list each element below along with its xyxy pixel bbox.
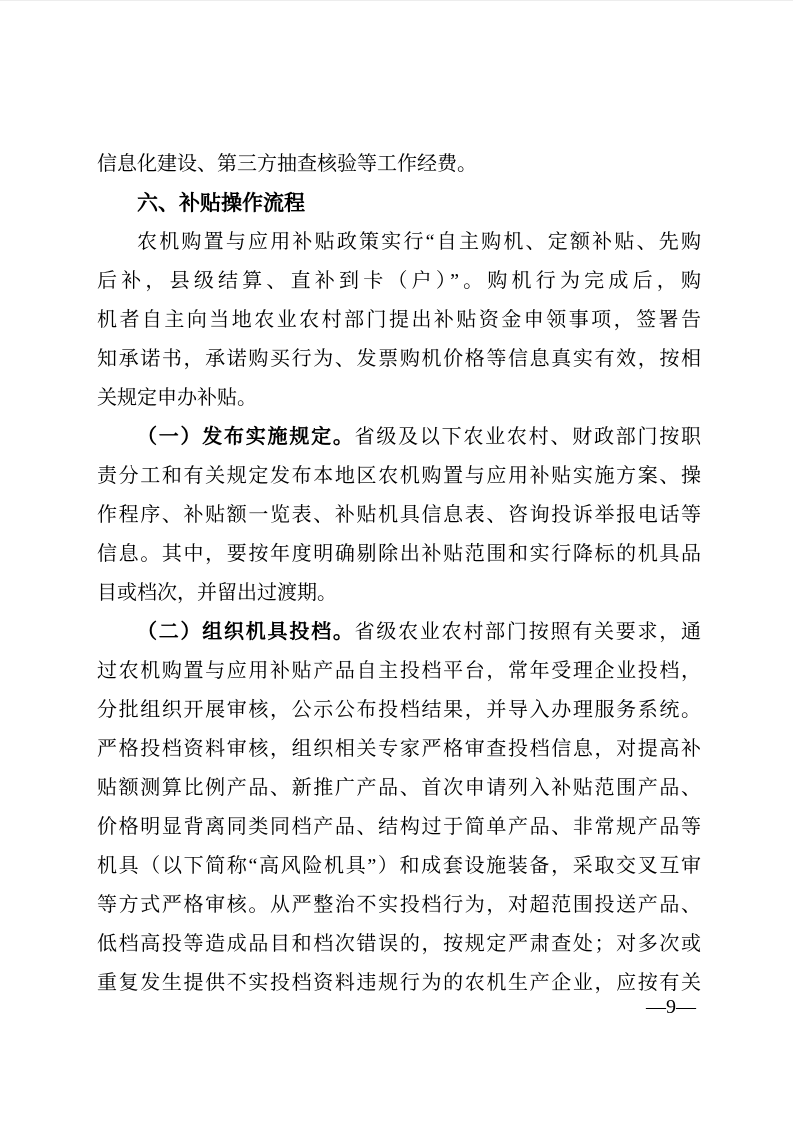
text-line: [97, 886, 701, 925]
text-line: [97, 457, 701, 496]
page-number: —9—: [646, 996, 696, 1018]
text-line: [97, 496, 701, 535]
body-text: 后补，县级结算、直补到卡（户）”。购机行为完成后，购: [97, 270, 701, 292]
bold-lead-text: （二）组织机具投档。: [137, 621, 355, 643]
body-text: 作程序、补贴额一览表、补贴机具信息表、咨询投诉举报电话等: [97, 504, 701, 526]
text-line: [97, 925, 701, 964]
body-text: 机具（以下简称“高风险机具”）和成套设施装备，采取交叉互审: [97, 855, 701, 877]
body-text: 分批组织开展审核，公示公布投档结果，并导入办理服务系统。: [97, 699, 701, 721]
body-text: 贴额测算比例产品、新推广产品、首次申请列入补贴范围产品、: [97, 777, 701, 799]
body-text: 重复发生提供不实投档资料违规行为的农机生产企业，应按有关: [97, 972, 701, 994]
body-text: 机者自主向当地农业农村部门提出补贴资金申领事项，签署告: [97, 309, 701, 331]
text-line: [97, 730, 701, 769]
text-line: [97, 574, 701, 613]
body-text: 责分工和有关规定发布本地区农机购置与应用补贴实施方案、操: [97, 465, 701, 487]
text-line: [97, 418, 701, 457]
text-line: [97, 808, 701, 847]
body-text: 价格明显背离同类同档产品、结构过于简单产品、非常规产品等: [97, 816, 701, 838]
bold-lead-text: （一）发布实施规定。: [137, 426, 355, 448]
text-line: [97, 613, 701, 652]
body-text: 省级农业农村部门按照有关要求，通: [354, 621, 701, 643]
text-line: [97, 964, 701, 1003]
body-text: 目或档次，并留出过渡期。: [97, 582, 337, 604]
section-heading: [97, 184, 701, 223]
body-text: 信息。其中，要按年度明确剔除出补贴范围和实行降标的机具品: [97, 543, 701, 565]
body-text: 严格投档资料审核，组织相关专家严格审查投档信息，对提高补: [97, 738, 701, 760]
body-text: 低档高投等造成品目和档次错误的，按规定严肃查处；对多次或: [97, 933, 701, 955]
text-line: [97, 340, 701, 379]
text-line: [97, 535, 701, 574]
body-text: 信息化建设、第三方抽查核验等工作经费。: [97, 153, 477, 175]
body-text: 省级及以下农业农村、财政部门按职: [354, 426, 701, 448]
text-line: [97, 223, 701, 262]
body-text: 等方式严格审核。从严整治不实投档行为，对超范围投送产品、: [97, 894, 701, 916]
text-line: [97, 769, 701, 808]
body-text: 农机购置与应用补贴政策实行“自主购机、定额补贴、先购: [137, 231, 701, 253]
text-line: [97, 301, 701, 340]
text-line: [97, 847, 701, 886]
text-line: [97, 652, 701, 691]
body-text: 关规定申办补贴。: [97, 387, 257, 409]
document-body: [97, 145, 701, 1003]
bold-lead-text: 六、补贴操作流程: [137, 192, 305, 215]
body-text: 过农机购置与应用补贴产品自主投档平台，常年受理企业投档，: [97, 660, 701, 682]
text-line: [97, 379, 701, 418]
text-line: [97, 262, 701, 301]
text-line: [97, 691, 701, 730]
body-text: 知承诺书，承诺购买行为、发票购机价格等信息真实有效，按相: [97, 348, 701, 370]
text-line: [97, 145, 701, 184]
